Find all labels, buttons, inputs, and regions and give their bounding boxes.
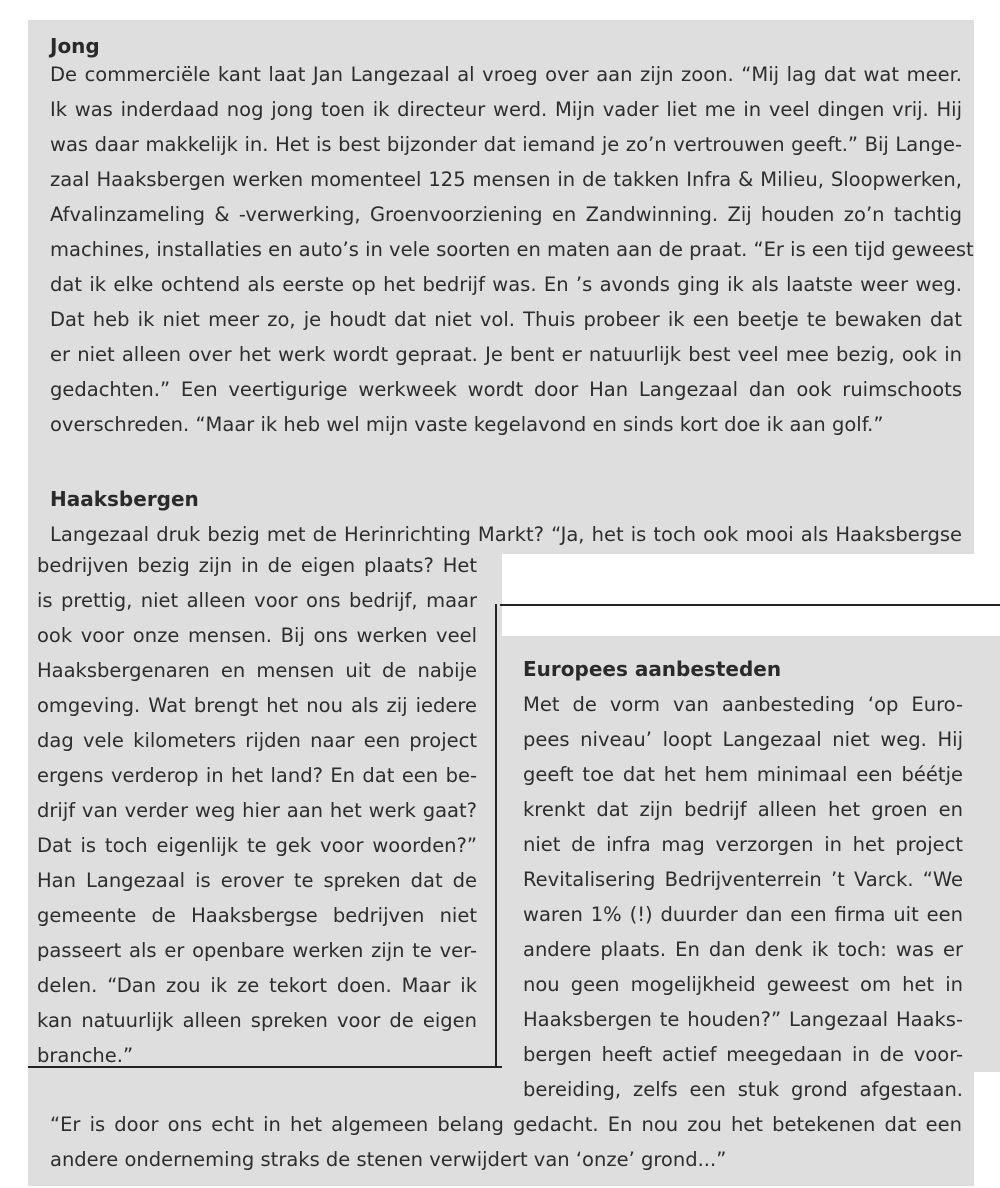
paragraph-line: drijf van verder weg hier aan het werk gaat? — [37, 799, 477, 822]
paragraph-line: Haaksbergenaren en mensen uit de nabije — [37, 659, 477, 682]
paragraph-line: zaal Haaksbergen werken momenteel 125 mensen in de takken Infra & Milieu, Sloopwerken, — [50, 168, 962, 191]
paragraph-line: Langezaal druk bezig met de Herinrichting Markt? “Ja, het is toch ook mooi als Haaksbergse — [50, 523, 962, 546]
box-rule-top — [500, 604, 1000, 606]
paragraph-line: delen. “Dan zou ik ze tekort doen. Maar ik — [37, 974, 477, 997]
paragraph-line: branche.” — [37, 1044, 134, 1067]
paragraph-line: De commerciële kant laat Jan Langezaal al vroeg over aan zijn zoon. “Mij lag dat wat meer. — [50, 63, 962, 86]
heading-haaksbergen: Haaksbergen — [50, 487, 199, 511]
paragraph-line: bereiding, zelfs een stuk grond afgestaan. — [523, 1078, 963, 1101]
paragraph-line: was daar makkelijk in. Het is best bijzonder dat iemand je zo’n vertrouwen geeft.” Bij Lange- — [50, 133, 962, 156]
paragraph-line: Haaksbergen te houden?” Langezaal Haaks- — [523, 1008, 963, 1031]
box-rule-vertical — [495, 604, 497, 1068]
paragraph-line: Dat heb ik niet meer zo, je houdt dat niet vol. Thuis probeer ik een beetje te bewaken dat — [50, 308, 962, 331]
paragraph-line: dag vele kilometers rijden naar een project — [37, 729, 477, 752]
paragraph-line: andere onderneming straks de stenen verwijdert van ‘onze’ grond...” — [50, 1148, 727, 1171]
paragraph-line: Ik was inderdaad nog jong toen ik directeur werd. Mijn vader liet me in veel dingen vrij. Hij — [50, 98, 962, 121]
paragraph-line: kan natuurlijk alleen spreken voor de eigen — [37, 1009, 477, 1032]
paragraph-line: gemeente de Haaksbergse bedrijven niet — [37, 904, 477, 927]
paragraph-line: omgeving. Wat brengt het nou als zij iedere — [37, 694, 477, 717]
paragraph-line: ook voor onze mensen. Bij ons werken veel — [37, 624, 477, 647]
paragraph-line: krenkt dat zijn bedrijf alleen het groen en — [523, 798, 963, 821]
paragraph-line: nou geen mogelijkheid geweest om het in — [523, 973, 963, 996]
heading-europees-aanbesteden: Europees aanbesteden — [523, 657, 782, 681]
paragraph-line: er niet alleen over het werk wordt gepraat. Je bent er natuurlijk best veel mee bezig, ook in — [50, 343, 962, 366]
paragraph-line: machines, installaties en auto’s in vele soorten en maten aan de praat. “Er is een tijd geweest — [50, 238, 974, 261]
paragraph-line: bedrijven bezig zijn in de eigen plaats? Het — [37, 554, 477, 577]
paragraph-line: geeft toe dat het hem minimaal een béétje — [523, 763, 963, 786]
paragraph-line: Dat is toch eigenlijk te gek voor woorden?” — [37, 834, 477, 857]
paragraph-line: waren 1% (!) duurder dan een firma uit een — [523, 903, 963, 926]
paragraph-line: niet de infra mag verzorgen in het project — [523, 833, 963, 856]
paragraph-line: is prettig, niet alleen voor ons bedrijf, maar — [37, 589, 477, 612]
paragraph-line: passeert als er openbare werken zijn te ver- — [37, 939, 477, 962]
paragraph-line: pees niveau’ loopt Langezaal niet weg. Hij — [523, 728, 963, 751]
paragraph-line: bergen heeft actief meegedaan in de voor- — [523, 1043, 963, 1066]
paragraph-line: “Er is door ons echt in het algemeen belang gedacht. En nou zou het betekenen dat een — [50, 1113, 962, 1136]
paragraph-line: Han Langezaal is erover te spreken dat de — [37, 869, 477, 892]
paragraph-line: dat ik elke ochtend als eerste op het bedrijf was. En ’s avonds ging ik als laatste weer weg. — [50, 273, 962, 296]
paragraph-line: ergens verderop in het land? En dat een be- — [37, 764, 477, 787]
paragraph-line: Afvalinzameling & -verwerking, Groenvoorziening en Zandwinning. Zij houden zo’n tachtig — [50, 203, 962, 226]
paragraph-line: overschreden. “Maar ik heb wel mijn vaste kegelavond en sinds kort doe ik aan golf.” — [50, 413, 884, 436]
paragraph-line: andere plaats. En dan denk ik toch: was er — [523, 938, 963, 961]
paragraph-line: gedachten.” Een veertigurige werkweek wordt door Han Langezaal dan ook ruimschoots — [50, 378, 962, 401]
paragraph-line: Met de vorm van aanbesteding ‘op Euro- — [523, 693, 963, 716]
paragraph-line: Revitalisering Bedrijventerrein ’t Varck. “We — [523, 868, 963, 891]
heading-jong: Jong — [50, 34, 100, 58]
